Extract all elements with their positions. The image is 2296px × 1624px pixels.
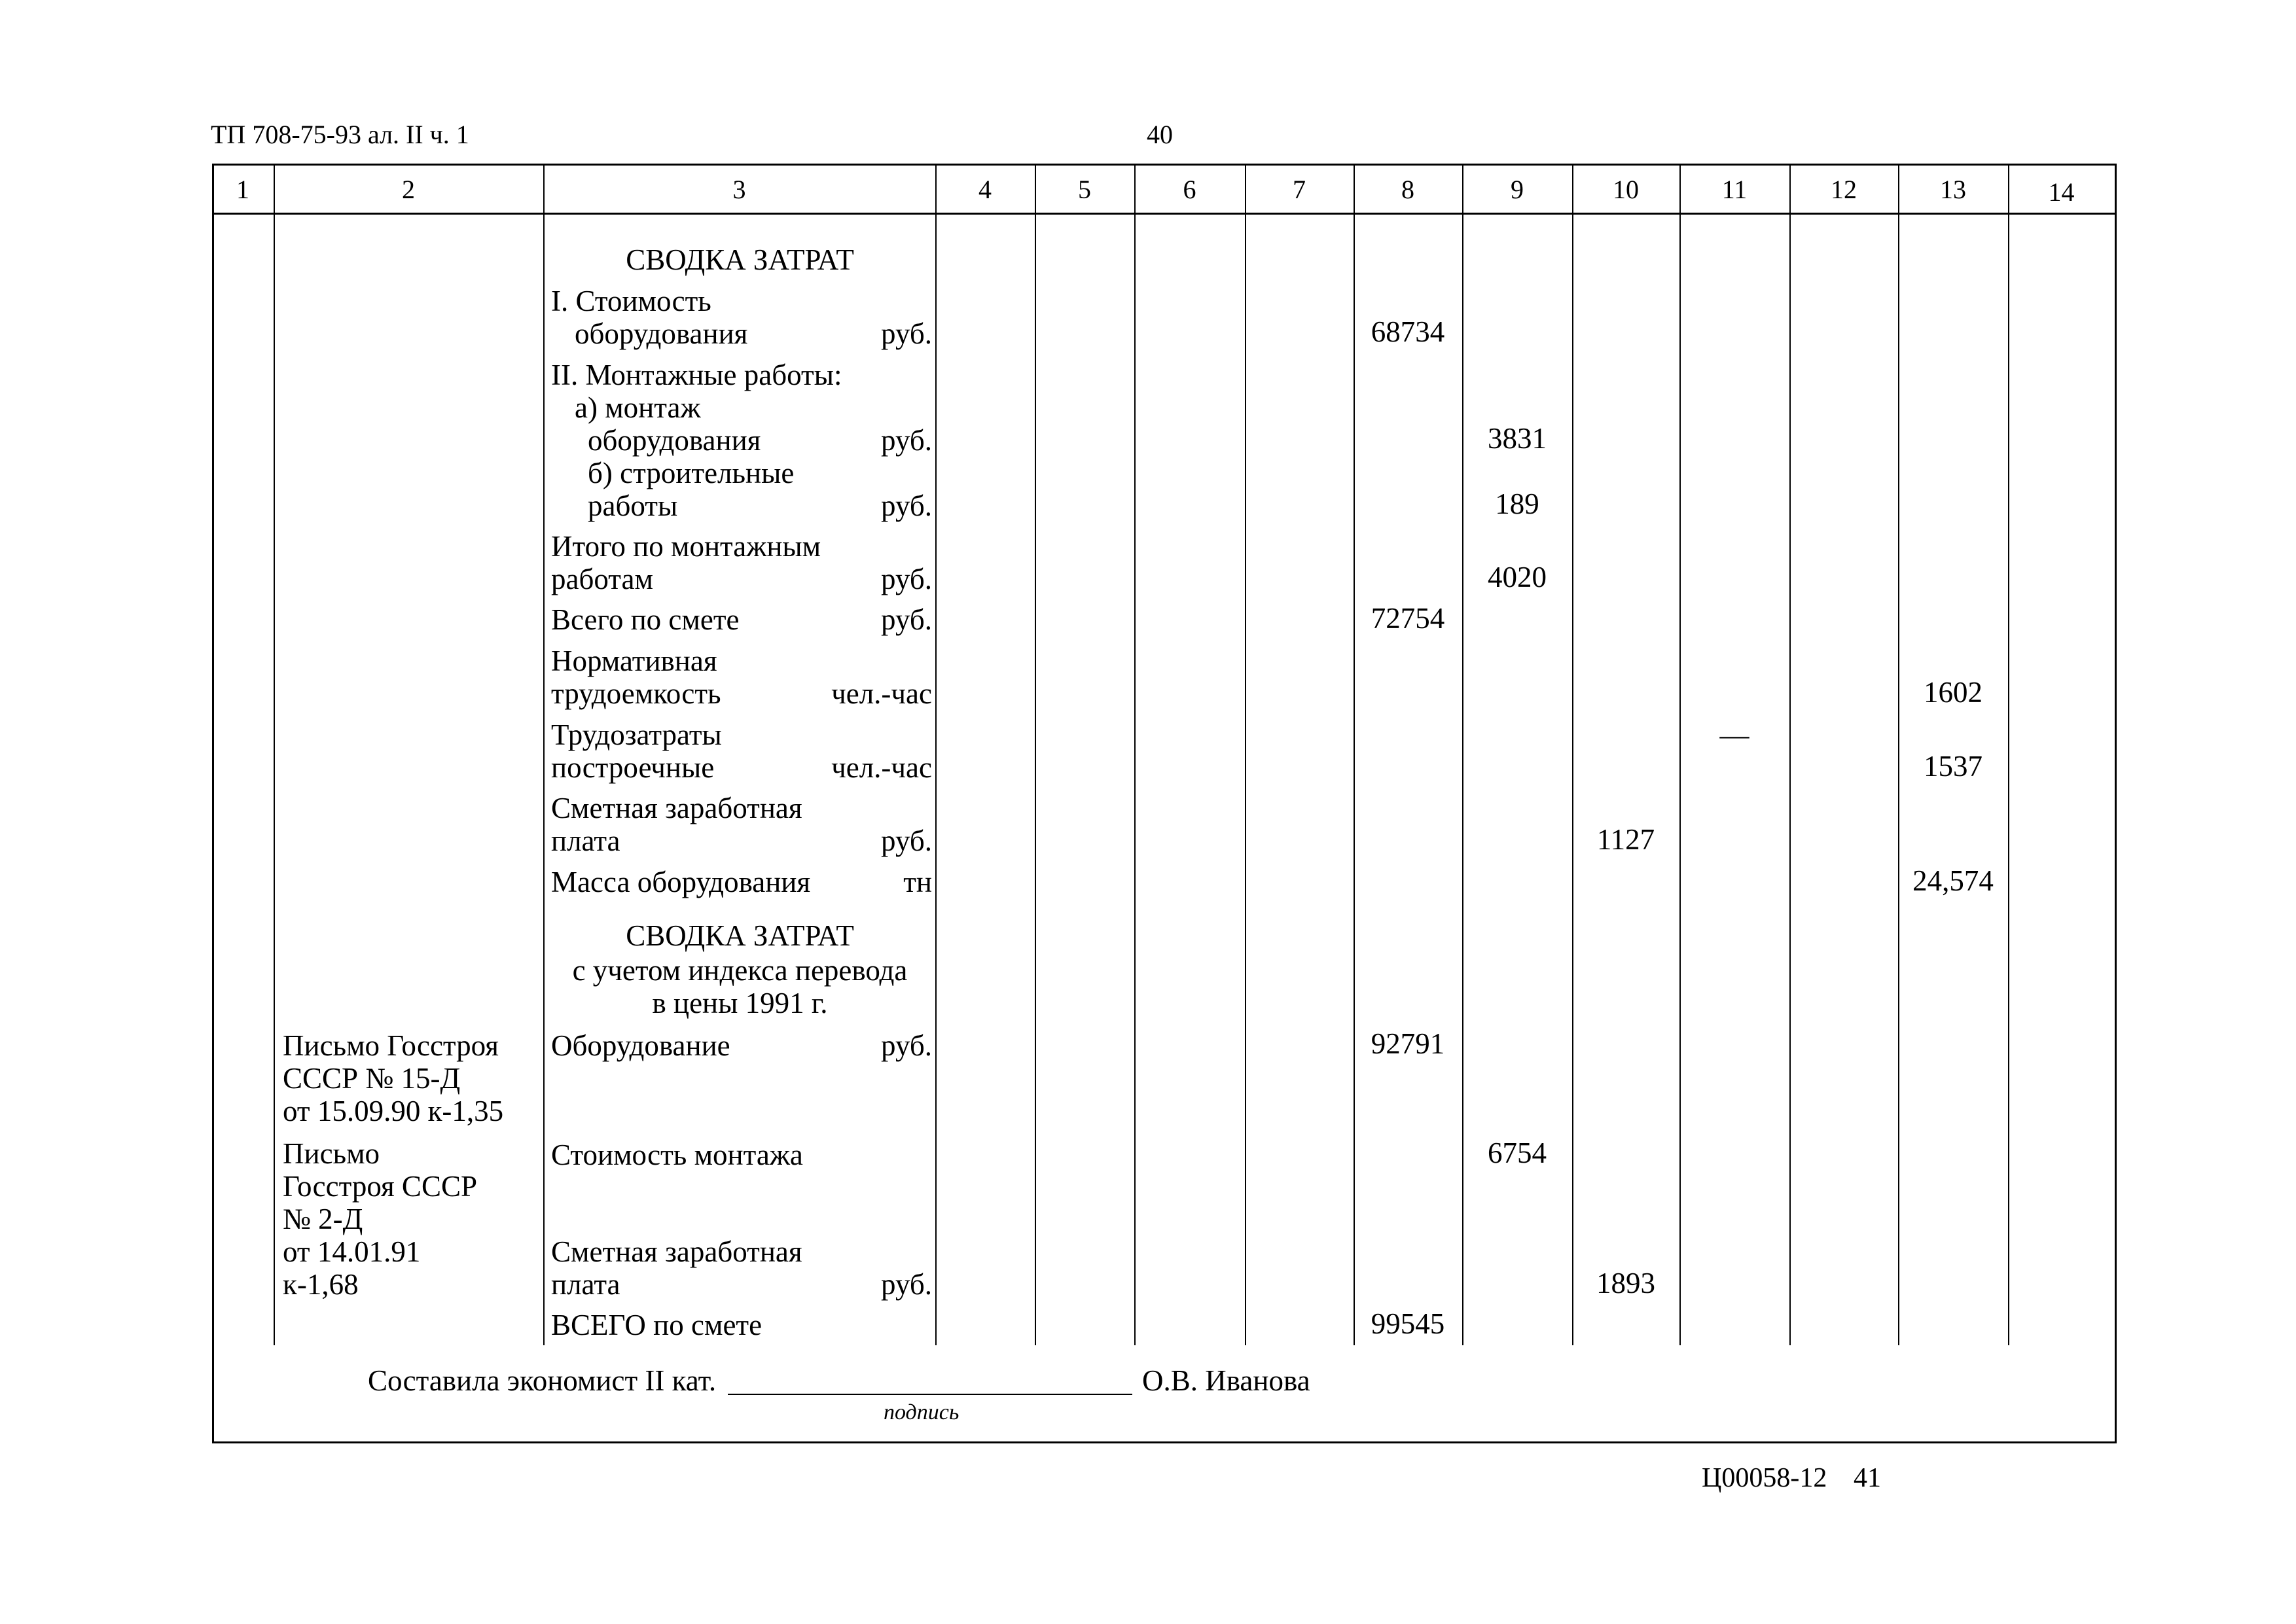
column-number: 9 bbox=[1511, 175, 1524, 204]
install-a-value: 3831 bbox=[1488, 422, 1547, 455]
mass-value: 24,574 bbox=[1912, 864, 1994, 897]
column-divider bbox=[1245, 164, 1246, 1345]
unit-label: тн bbox=[903, 866, 932, 898]
unit-label: руб. bbox=[881, 603, 932, 636]
unit-label: руб. bbox=[881, 1268, 932, 1301]
wage-value: 1127 bbox=[1596, 823, 1655, 856]
table-bottom-border bbox=[212, 1441, 2117, 1443]
reference-document: Госстроя СССР bbox=[283, 1170, 478, 1203]
document-code: ТП 708-75-93 ал. II ч. 1 bbox=[211, 120, 469, 149]
unit-label: чел.-час bbox=[831, 677, 932, 710]
column-number: 7 bbox=[1293, 175, 1306, 204]
dash-mark: — bbox=[1719, 718, 1749, 751]
column-divider bbox=[1572, 164, 1573, 1345]
grand-total-label: ВСЕГО по смете bbox=[551, 1309, 762, 1341]
wage-indexed-label: плата bbox=[551, 1268, 620, 1301]
signature-line bbox=[728, 1394, 1132, 1395]
labor-cost-label: Трудозатраты bbox=[551, 718, 722, 751]
signature-caption: подпись bbox=[884, 1400, 960, 1424]
install-b-value: 189 bbox=[1495, 487, 1539, 520]
footer-code: Ц00058-12 bbox=[1702, 1463, 1827, 1493]
unit-label: руб. bbox=[881, 489, 932, 522]
column-number: 6 bbox=[1183, 175, 1196, 204]
wage-indexed-value: 1893 bbox=[1596, 1267, 1655, 1299]
column-number: 13 bbox=[1940, 175, 1966, 204]
column-number: 12 bbox=[1831, 175, 1857, 204]
table-right-border bbox=[2115, 164, 2117, 1443]
install-cost-label: Стоимость монтажа bbox=[551, 1139, 803, 1171]
unit-label: руб. bbox=[881, 317, 932, 350]
norm-labor-label: трудоемкость bbox=[551, 677, 721, 710]
reference-document: Письмо bbox=[283, 1137, 380, 1170]
equipment-cost-label: оборудования bbox=[575, 317, 748, 350]
wage-label: Сметная заработная bbox=[551, 792, 802, 824]
norm-labor-label: Нормативная bbox=[551, 644, 717, 677]
equipment-cost-value: 68734 bbox=[1371, 315, 1445, 348]
unit-label: руб. bbox=[881, 1029, 932, 1062]
column-number: 2 bbox=[402, 175, 415, 204]
install-cost-value: 6754 bbox=[1488, 1137, 1547, 1169]
wage-label: плата bbox=[551, 824, 620, 857]
page-number: 40 bbox=[1147, 120, 1173, 149]
column-number: 8 bbox=[1401, 175, 1414, 204]
install-b-label: б) строительные bbox=[588, 457, 795, 489]
reference-document: к-1,68 bbox=[283, 1268, 359, 1301]
labor-cost-value: 1537 bbox=[1924, 750, 1982, 783]
header-separator bbox=[212, 213, 2117, 215]
column-number: 10 bbox=[1613, 175, 1639, 204]
table-left-border bbox=[212, 164, 214, 1443]
total-estimate-value: 72754 bbox=[1371, 602, 1445, 635]
unit-label: руб. bbox=[881, 563, 932, 595]
equipment-indexed-label: Оборудование bbox=[551, 1029, 730, 1062]
column-number: 11 bbox=[1721, 175, 1748, 204]
install-total-label: работам bbox=[551, 563, 653, 595]
column-number: 14 bbox=[2048, 177, 2075, 207]
reference-document: СССР № 15-Д bbox=[283, 1062, 461, 1095]
column-divider bbox=[274, 164, 275, 1345]
install-total-label: Итого по монтажным bbox=[551, 530, 821, 563]
reference-document: от 15.09.90 к-1,35 bbox=[283, 1095, 504, 1127]
column-number: 4 bbox=[978, 175, 992, 204]
equipment-cost-label: I. Стоимость bbox=[551, 285, 711, 317]
summary-indexed-subtitle: в цены 1991 г. bbox=[652, 987, 828, 1019]
install-b-label: работы bbox=[588, 489, 678, 522]
unit-label: чел.-час bbox=[831, 751, 932, 784]
unit-label: руб. bbox=[881, 824, 932, 857]
summary-indexed-title: СВОДКА ЗАТРАТ bbox=[626, 919, 854, 952]
install-works-title: II. Монтажные работы: bbox=[551, 359, 842, 391]
install-total-value: 4020 bbox=[1488, 561, 1547, 593]
summary-title: СВОДКА ЗАТРАТ bbox=[626, 243, 854, 276]
grand-total-value: 99545 bbox=[1371, 1307, 1445, 1340]
signature-label: Составила экономист II кат. bbox=[368, 1364, 717, 1397]
column-divider bbox=[935, 164, 937, 1345]
total-estimate-label: Всего по смете bbox=[551, 603, 740, 636]
reference-document: Письмо Госстроя bbox=[283, 1029, 499, 1062]
install-a-label: а) монтаж bbox=[575, 391, 701, 424]
summary-indexed-subtitle: с учетом индекса перевода bbox=[572, 954, 908, 987]
wage-indexed-label: Сметная заработная bbox=[551, 1235, 802, 1268]
column-number: 1 bbox=[236, 175, 249, 204]
reference-document: от 14.01.91 bbox=[283, 1235, 421, 1268]
install-a-label: оборудования bbox=[588, 424, 761, 457]
column-divider bbox=[1789, 164, 1791, 1345]
mass-label: Масса оборудования bbox=[551, 866, 811, 898]
column-divider bbox=[1679, 164, 1681, 1345]
unit-label: руб. bbox=[881, 424, 932, 457]
column-number: 3 bbox=[732, 175, 746, 204]
table-top-border bbox=[212, 164, 2117, 166]
column-number: 5 bbox=[1078, 175, 1091, 204]
labor-cost-label: построечные bbox=[551, 751, 715, 784]
equipment-indexed-value: 92791 bbox=[1371, 1027, 1445, 1060]
column-divider bbox=[1134, 164, 1136, 1345]
column-divider bbox=[543, 164, 545, 1345]
signature-name: О.В. Иванова bbox=[1142, 1364, 1310, 1397]
footer-page-number: 41 bbox=[1854, 1463, 1881, 1493]
column-divider bbox=[1035, 164, 1036, 1345]
reference-document: № 2-Д bbox=[283, 1203, 363, 1235]
column-divider bbox=[2008, 164, 2009, 1345]
norm-labor-value: 1602 bbox=[1924, 676, 1982, 709]
